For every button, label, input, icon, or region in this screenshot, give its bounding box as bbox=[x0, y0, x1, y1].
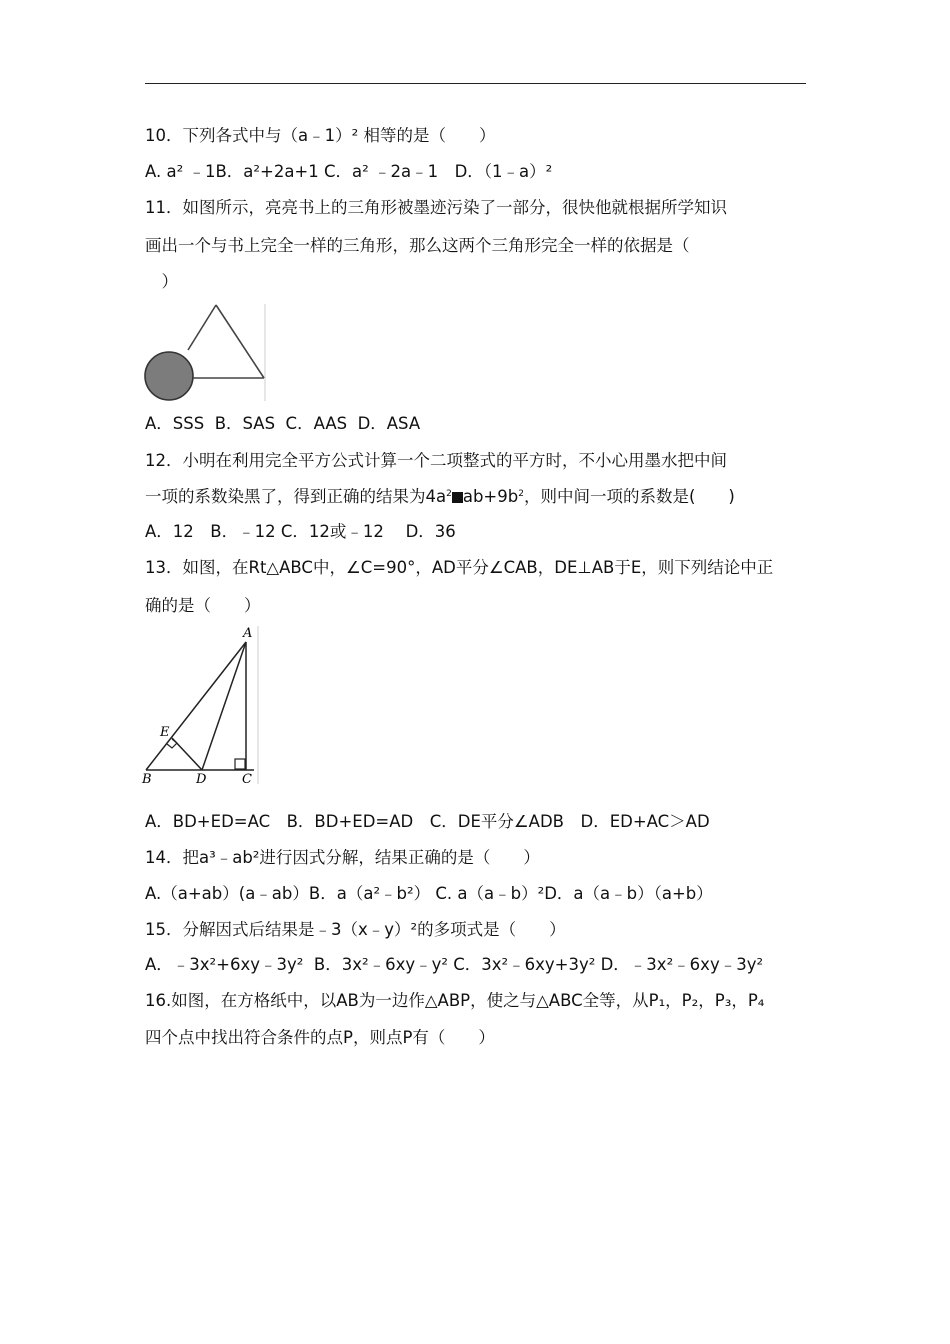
q13-right-triangle-figure bbox=[140, 624, 262, 786]
q12-line2-part3: ，则中间一项的系数是( ) bbox=[523, 487, 735, 506]
segment-AB bbox=[146, 642, 246, 770]
q12-line2-part2: ab+9b bbox=[462, 487, 519, 506]
q11-line1: 11．如图所示，亮亮书上的三角形被墨迹污染了一部分，很快他就根据所学知识 bbox=[145, 198, 727, 217]
q13-line2: 确的是（ ） bbox=[145, 596, 261, 615]
q11-ink-triangle-figure bbox=[140, 302, 272, 404]
label-E: E bbox=[160, 725, 170, 740]
q12-options: A．12 B．﹣12 C．12或﹣12 D．36 bbox=[145, 522, 456, 541]
label-D: D bbox=[196, 772, 207, 786]
header-rule bbox=[145, 83, 806, 84]
triangle-left-side bbox=[188, 305, 216, 350]
ink-blot-square bbox=[452, 492, 463, 503]
q12-line2-part1: 一项的系数染黑了，得到正确的结果为4a bbox=[145, 487, 447, 506]
q16-line2: 四个点中找出符合条件的点P，则点P有（ ） bbox=[145, 1028, 495, 1047]
label-C: C bbox=[242, 772, 252, 786]
segment-AD bbox=[202, 642, 246, 770]
q15-stem: 15．分解因式后结果是﹣3（x﹣y）²的多项式是（ ） bbox=[145, 920, 566, 939]
q14-stem: 14．把a³﹣ab²进行因式分解，结果正确的是（ ） bbox=[145, 848, 540, 867]
q12-line2: 一项的系数染黑了，得到正确的结果为$4a^2$ $ab+9b^2$，则中间一项的系数是( ) bbox=[145, 487, 735, 506]
q10-stem: 10．下列各式中与（a﹣1）² 相等的是（ ） bbox=[145, 126, 496, 145]
q12-line1: 12．小明在利用完全平方公式计算一个二项整式的平方时，不小心用墨水把中间 bbox=[145, 451, 727, 470]
q11-line2: 画出一个与书上完全一样的三角形，那么这两个三角形完全一样的依据是（ bbox=[145, 236, 690, 255]
label-B: B bbox=[142, 772, 152, 786]
q13-options: A．BD+ED=AC B．BD+ED=AD C．DE平分∠ADB D．ED+AC＞AD bbox=[145, 812, 710, 831]
q16-line1: 16.如图，在方格纸中，以AB为一边作△ABP，使之与△ABC全等，从P₁，P₂，P₃，P₄ bbox=[145, 991, 765, 1010]
q11-options: A．SSS B．SAS C．AAS D．ASA bbox=[145, 414, 421, 433]
label-A: A bbox=[243, 626, 253, 641]
triangle-right-side bbox=[216, 305, 264, 378]
right-angle-mark-C bbox=[235, 759, 245, 769]
q10-options: A. a² ﹣1B．a²+2a+1 C．a² ﹣2a﹣1 D．（1﹣a）² bbox=[145, 162, 553, 181]
q15-options: A．﹣3x²+6xy﹣3y² B．3x²﹣6xy﹣y² C．3x²﹣6xy+3y² D．﹣3x²﹣6xy﹣3y² bbox=[145, 955, 764, 974]
ink-blot bbox=[145, 352, 193, 400]
q14-options: A.（a+ab）(a﹣ab）B．a（a²﹣b²） C. a（a﹣b）²D．a（a﹣b）（a+b） bbox=[145, 884, 713, 903]
q13-line1: 13．如图，在Rt△ABC中，∠C=90°，AD平分∠CAB，DE⊥AB于E，则下列结论中正 bbox=[145, 558, 774, 577]
q11-line3: ） bbox=[145, 272, 178, 291]
